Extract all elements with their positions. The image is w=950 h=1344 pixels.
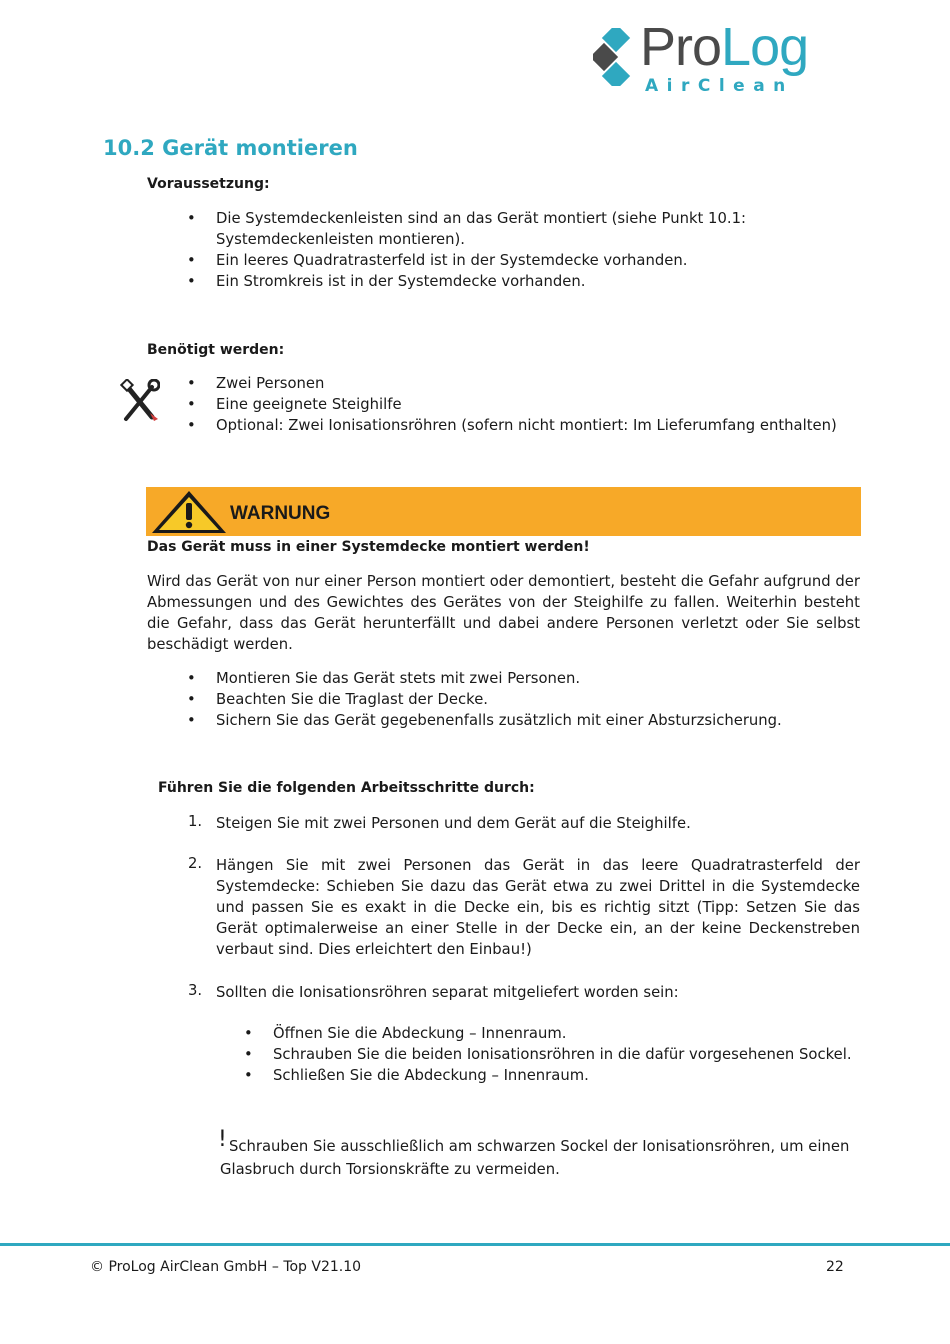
list-item: • Zwei Personen [216, 373, 856, 394]
step-text: Steigen Sie mit zwei Personen und dem Gerät auf die Steighilfe. [216, 815, 691, 832]
tools-icon [120, 379, 160, 423]
prereq-label: Voraussetzung: [147, 176, 270, 192]
list-item: • Montieren Sie das Gerät stets mit zwei Personen. [216, 668, 856, 689]
prereq-list [216, 208, 816, 292]
logo-diamond-icon [593, 28, 639, 86]
step-number: 2. [188, 855, 203, 872]
footer-divider [0, 1243, 950, 1246]
logo-pro-text: Pro [640, 17, 722, 77]
warning-list [216, 668, 856, 731]
logo-subtitle: AirClean [645, 76, 794, 96]
list-item: • Ein leeres Quadratrasterfeld ist in der Systemdecke vorhanden. [216, 250, 816, 271]
note-text: Schrauben Sie ausschließlich am schwarzen Sockel der Ionisationsröhren, um einen Glasbruch durch Torsionskräfte zu vermeiden. [220, 1138, 850, 1178]
footer-copyright: © ProLog AirClean GmbH – Top V21.10 [90, 1259, 362, 1275]
needed-list [216, 373, 856, 436]
warning-text: Wird das Gerät von nur einer Person montiert oder demontiert, besteht die Gefahr aufgrund der Abmessungen und des Gewichtes des Gerätes von der Steighilfe zu fallen. Weiterhin besteht die Gefahr, dass das Gerät herunterfällt und dabei andere Personen verletzt oder Sie selbst beschädigt werden. [147, 573, 860, 653]
list-item: • Eine geeignete Steighilfe [216, 394, 856, 415]
warning-triangle-icon [150, 489, 228, 535]
list-item: • Schrauben Sie die beiden Ionisationsröhren in die dafür vorgesehenen Sockel. [273, 1044, 860, 1065]
list-item: • Sichern Sie das Gerät gegebenenfalls zusätzlich mit einer Absturzsicherung. [216, 710, 856, 731]
sub-steps-list [273, 1023, 860, 1086]
step-number: 3. [188, 982, 203, 999]
step-text: Sollten die Ionisationsröhren separat mitgeliefert worden sein: [216, 984, 679, 1001]
warning-heading: Das Gerät muss in einer Systemdecke montiert werden! [147, 539, 590, 555]
step-number: 1. [188, 813, 203, 830]
page-number: 22 [826, 1259, 844, 1275]
note-exclamation-icon: ! [218, 1127, 227, 1152]
section-title: 10.2 Gerät montieren [103, 136, 358, 160]
list-item: • Ein Stromkreis ist in der Systemdecke vorhanden. [216, 271, 816, 292]
needed-label: Benötigt werden: [147, 342, 285, 358]
logo-log-text: Log [721, 17, 809, 77]
logo-wordmark [640, 17, 809, 77]
steps-label: Führen Sie die folgenden Arbeitsschritte durch: [158, 780, 535, 796]
list-item: • Beachten Sie die Traglast der Decke. [216, 689, 856, 710]
list-item: • Optional: Zwei Ionisationsröhren (sofern nicht montiert: Im Lieferumfang enthalten) [216, 415, 856, 436]
list-item: • Die Systemdeckenleisten sind an das Gerät montiert (siehe Punkt 10.1: Systemdeckenleisten montieren). [216, 208, 816, 250]
list-item: • Schließen Sie die Abdeckung – Innenraum. [273, 1065, 860, 1086]
warning-label: WARNUNG [230, 503, 331, 524]
list-item: • Öffnen Sie die Abdeckung – Innenraum. [273, 1023, 860, 1044]
step-text: Hängen Sie mit zwei Personen das Gerät in das leere Quadratrasterfeld der Systemdecke: Schieben Sie dazu das Gerät etwa zu zwei Drittel in die Systemdecke und passen Sie es exakt in die Decke ein, bis es richtig sitzt (Tipp: Setzen Sie das Gerät optimalerweise an einer Stelle in der Decke ein, an der keine Deckenstreben verbaut sind. Dies erleichtert den Einbau!) [216, 857, 860, 958]
